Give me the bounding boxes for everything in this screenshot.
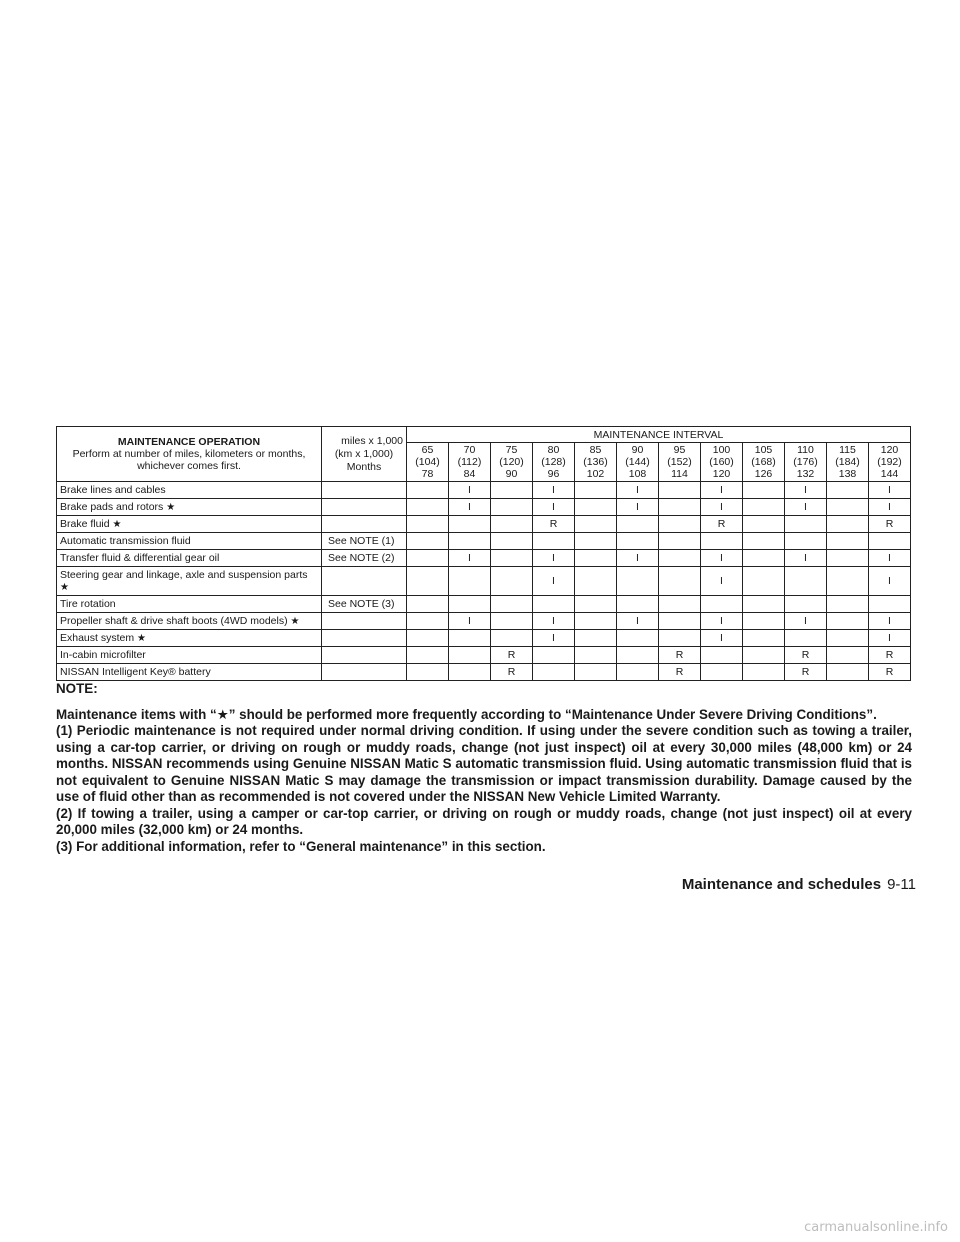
schedule-cell: R bbox=[659, 647, 701, 664]
schedule-cell bbox=[617, 647, 659, 664]
item-note bbox=[322, 613, 407, 630]
watermark: carmanualsonline.info bbox=[804, 1220, 948, 1235]
schedule-cell: I bbox=[701, 567, 743, 596]
table-row bbox=[57, 596, 911, 613]
interval-months: 78 bbox=[421, 468, 434, 480]
schedule-cell bbox=[827, 596, 869, 613]
item-note bbox=[322, 664, 407, 681]
schedule-cell: I bbox=[785, 550, 827, 567]
schedule-cell bbox=[407, 550, 449, 567]
schedule-cell bbox=[659, 567, 701, 596]
schedule-cell bbox=[407, 567, 449, 596]
schedule-cell bbox=[449, 647, 491, 664]
maintenance-item bbox=[57, 533, 322, 550]
schedule-cell bbox=[449, 516, 491, 533]
interval-11 bbox=[869, 443, 911, 482]
page-footer bbox=[682, 876, 916, 893]
schedule-cell: I bbox=[701, 482, 743, 499]
schedule-cell bbox=[743, 482, 785, 499]
schedule-cell bbox=[617, 664, 659, 681]
schedule-cell bbox=[575, 482, 617, 499]
star-icon: ★ bbox=[60, 581, 69, 593]
schedule-cell: R bbox=[491, 647, 533, 664]
schedule-cell bbox=[827, 647, 869, 664]
interval-months: 120 bbox=[712, 468, 731, 480]
unit-header bbox=[322, 427, 407, 482]
maintenance-item bbox=[57, 499, 322, 516]
schedule-cell bbox=[491, 516, 533, 533]
interval-km: (112) bbox=[457, 456, 482, 468]
schedule-cell bbox=[659, 550, 701, 567]
interval-months: 132 bbox=[796, 468, 815, 480]
schedule-cell bbox=[785, 516, 827, 533]
unit-months: Months bbox=[346, 460, 382, 473]
operation-title: MAINTENANCE OPERATION bbox=[117, 436, 261, 448]
schedule-cell bbox=[533, 533, 575, 550]
item-label: Exhaust system bbox=[60, 631, 135, 644]
schedule-cell: I bbox=[869, 499, 911, 516]
table-row bbox=[57, 630, 911, 647]
schedule-cell bbox=[701, 596, 743, 613]
schedule-cell bbox=[617, 630, 659, 647]
interval-miles: 90 bbox=[631, 444, 644, 456]
table-row bbox=[57, 550, 911, 567]
schedule-cell bbox=[617, 596, 659, 613]
schedule-cell bbox=[491, 482, 533, 499]
schedule-cell: I bbox=[869, 550, 911, 567]
table-row bbox=[57, 482, 911, 499]
interval-km: (160) bbox=[709, 456, 734, 468]
item-label: Brake pads and rotors bbox=[60, 500, 164, 513]
schedule-cell bbox=[743, 613, 785, 630]
item-note bbox=[322, 567, 407, 596]
schedule-cell bbox=[869, 533, 911, 550]
item-note: See NOTE (1) bbox=[322, 533, 407, 550]
schedule-cell: I bbox=[533, 567, 575, 596]
star-icon: ★ bbox=[290, 615, 300, 627]
note-3: (3) For additional information, refer to “General maintenance” in this section. bbox=[56, 838, 546, 854]
schedule-cell: I bbox=[449, 550, 491, 567]
interval-months: 138 bbox=[838, 468, 857, 480]
schedule-cell: I bbox=[701, 550, 743, 567]
item-note: See NOTE (3) bbox=[322, 596, 407, 613]
star-icon: ★ bbox=[166, 501, 176, 513]
interval-6 bbox=[659, 443, 701, 482]
schedule-cell bbox=[491, 499, 533, 516]
interval-months: 84 bbox=[463, 468, 476, 480]
schedule-cell bbox=[407, 647, 449, 664]
interval-miles: 120 bbox=[880, 444, 899, 456]
interval-km: (128) bbox=[541, 456, 566, 468]
item-note bbox=[322, 482, 407, 499]
schedule-cell bbox=[785, 630, 827, 647]
page-number: 9-11 bbox=[887, 876, 916, 893]
maintenance-item bbox=[57, 613, 322, 630]
schedule-cell bbox=[407, 664, 449, 681]
schedule-cell bbox=[491, 613, 533, 630]
maintenance-item bbox=[57, 516, 322, 533]
schedule-cell bbox=[743, 664, 785, 681]
schedule-cell: I bbox=[617, 482, 659, 499]
table-row bbox=[57, 499, 911, 516]
interval-months: 102 bbox=[586, 468, 605, 480]
interval-km: (176) bbox=[793, 456, 818, 468]
interval-0 bbox=[407, 443, 449, 482]
interval-miles: 110 bbox=[797, 444, 814, 456]
schedule-cell: I bbox=[449, 499, 491, 516]
schedule-cell bbox=[617, 516, 659, 533]
interval-months: 90 bbox=[505, 468, 518, 480]
schedule-cell: R bbox=[491, 664, 533, 681]
note-star: Maintenance items with “★” should be performed more frequently according to “Maintenance Under Severe Driving Conditions”. bbox=[56, 706, 877, 722]
item-label: Steering gear and linkage, axle and suspension parts bbox=[60, 568, 308, 581]
interval-miles: 70 bbox=[463, 444, 476, 456]
section-title: Maintenance and schedules bbox=[681, 876, 882, 893]
schedule-cell bbox=[659, 630, 701, 647]
interval-10 bbox=[827, 443, 869, 482]
interval-km: (120) bbox=[499, 456, 524, 468]
note-2: (2) If towing a trailer, using a camper or car-top carrier, or driving on rough or muddy roads, change (not just inspect) oil at every 20,000 miles (32,000 km) or 24 months. bbox=[56, 805, 912, 837]
schedule-cell: I bbox=[869, 567, 911, 596]
interval-km: (184) bbox=[835, 456, 860, 468]
schedule-cell bbox=[407, 596, 449, 613]
operation-subtitle: Perform at number of miles, kilometers or months, whichever comes first. bbox=[72, 448, 306, 472]
interval-km: (168) bbox=[751, 456, 776, 468]
schedule-cell: R bbox=[785, 664, 827, 681]
schedule-cell: I bbox=[533, 482, 575, 499]
schedule-cell bbox=[407, 613, 449, 630]
maintenance-item bbox=[57, 630, 322, 647]
schedule-cell bbox=[659, 596, 701, 613]
item-label: Tire rotation bbox=[60, 598, 116, 610]
schedule-cell bbox=[407, 533, 449, 550]
schedule-cell bbox=[407, 499, 449, 516]
schedule-cell bbox=[575, 567, 617, 596]
schedule-cell: R bbox=[785, 647, 827, 664]
schedule-cell bbox=[827, 482, 869, 499]
schedule-cell: I bbox=[533, 630, 575, 647]
interval-9 bbox=[785, 443, 827, 482]
schedule-cell: I bbox=[617, 613, 659, 630]
schedule-cell bbox=[785, 533, 827, 550]
schedule-cell: R bbox=[869, 647, 911, 664]
interval-miles: 100 bbox=[712, 444, 731, 456]
schedule-cell: I bbox=[533, 499, 575, 516]
schedule-cell: I bbox=[617, 499, 659, 516]
schedule-cell bbox=[659, 613, 701, 630]
schedule-cell: R bbox=[659, 664, 701, 681]
schedule-cell bbox=[491, 567, 533, 596]
schedule-cell: I bbox=[869, 482, 911, 499]
interval-8 bbox=[743, 443, 785, 482]
maintenance-item bbox=[57, 567, 322, 596]
table-row bbox=[57, 664, 911, 681]
item-label: NISSAN Intelligent Key® battery bbox=[60, 666, 211, 678]
schedule-cell bbox=[785, 596, 827, 613]
schedule-cell: I bbox=[869, 630, 911, 647]
schedule-cell bbox=[407, 630, 449, 647]
item-label: In-cabin microfilter bbox=[60, 649, 146, 661]
schedule-cell bbox=[743, 516, 785, 533]
schedule-cell bbox=[827, 533, 869, 550]
schedule-cell bbox=[701, 533, 743, 550]
item-note bbox=[322, 516, 407, 533]
schedule-cell: I bbox=[785, 613, 827, 630]
unit-km: (km x 1,000) bbox=[334, 447, 394, 460]
interval-miles: 65 bbox=[421, 444, 434, 456]
table-row bbox=[57, 567, 911, 596]
schedule-cell bbox=[827, 499, 869, 516]
schedule-cell bbox=[449, 630, 491, 647]
interval-7 bbox=[701, 443, 743, 482]
interval-months: 96 bbox=[547, 468, 560, 480]
schedule-cell bbox=[449, 533, 491, 550]
interval-header: MAINTENANCE INTERVAL bbox=[407, 427, 911, 443]
schedule-cell bbox=[533, 647, 575, 664]
schedule-cell bbox=[617, 533, 659, 550]
schedule-cell bbox=[659, 516, 701, 533]
item-note bbox=[322, 499, 407, 516]
schedule-cell bbox=[491, 533, 533, 550]
interval-3 bbox=[533, 443, 575, 482]
schedule-cell bbox=[491, 550, 533, 567]
interval-km: (192) bbox=[877, 456, 902, 468]
schedule-cell: R bbox=[869, 516, 911, 533]
item-note bbox=[322, 630, 407, 647]
maintenance-item bbox=[57, 482, 322, 499]
schedule-cell: I bbox=[617, 550, 659, 567]
interval-miles: 115 bbox=[839, 444, 856, 456]
schedule-cell bbox=[617, 567, 659, 596]
interval-months: 108 bbox=[628, 468, 647, 480]
schedule-cell bbox=[743, 647, 785, 664]
schedule-cell bbox=[575, 516, 617, 533]
maintenance-item bbox=[57, 664, 322, 681]
schedule-cell: I bbox=[449, 482, 491, 499]
schedule-cell bbox=[659, 533, 701, 550]
schedule-cell bbox=[575, 596, 617, 613]
maintenance-item bbox=[57, 596, 322, 613]
interval-months: 114 bbox=[671, 468, 688, 480]
schedule-cell bbox=[827, 613, 869, 630]
schedule-cell bbox=[575, 499, 617, 516]
schedule-cell bbox=[869, 596, 911, 613]
star-icon: ★ bbox=[112, 518, 122, 530]
schedule-cell: I bbox=[701, 630, 743, 647]
maintenance-schedule-table bbox=[56, 426, 911, 681]
schedule-cell bbox=[743, 596, 785, 613]
item-label: Transfer fluid & differential gear oil bbox=[60, 552, 220, 564]
schedule-cell bbox=[449, 596, 491, 613]
maintenance-item bbox=[57, 647, 322, 664]
schedule-cell: I bbox=[785, 499, 827, 516]
schedule-cell bbox=[743, 533, 785, 550]
schedule-cell bbox=[575, 533, 617, 550]
table-row bbox=[57, 533, 911, 550]
interval-months: 126 bbox=[754, 468, 773, 480]
schedule-cell bbox=[827, 550, 869, 567]
schedule-cell bbox=[575, 664, 617, 681]
interval-km: (144) bbox=[625, 456, 650, 468]
interval-4 bbox=[575, 443, 617, 482]
interval-2 bbox=[491, 443, 533, 482]
schedule-cell bbox=[575, 613, 617, 630]
interval-miles: 85 bbox=[589, 444, 602, 456]
schedule-cell bbox=[743, 550, 785, 567]
schedule-cell: R bbox=[533, 516, 575, 533]
schedule-cell: I bbox=[701, 613, 743, 630]
schedule-cell bbox=[449, 664, 491, 681]
schedule-cell bbox=[491, 630, 533, 647]
item-note: See NOTE (2) bbox=[322, 550, 407, 567]
schedule-cell: R bbox=[701, 516, 743, 533]
item-note bbox=[322, 647, 407, 664]
schedule-cell bbox=[449, 567, 491, 596]
schedule-cell bbox=[827, 567, 869, 596]
schedule-cell bbox=[785, 567, 827, 596]
item-label: Propeller shaft & drive shaft boots (4WD models) bbox=[60, 614, 288, 627]
table-row bbox=[57, 516, 911, 533]
schedule-cell bbox=[659, 482, 701, 499]
schedule-cell bbox=[407, 516, 449, 533]
item-label: Automatic transmission fluid bbox=[60, 535, 191, 547]
schedule-cell bbox=[701, 664, 743, 681]
schedule-cell bbox=[701, 647, 743, 664]
maintenance-rows bbox=[57, 482, 911, 681]
schedule-cell: I bbox=[449, 613, 491, 630]
maintenance-item bbox=[57, 550, 322, 567]
operation-header bbox=[57, 427, 322, 482]
schedule-cell bbox=[743, 630, 785, 647]
schedule-cell bbox=[575, 550, 617, 567]
schedule-cell: I bbox=[785, 482, 827, 499]
interval-miles: 80 bbox=[547, 444, 560, 456]
schedule-cell: I bbox=[533, 550, 575, 567]
schedule-cell bbox=[491, 596, 533, 613]
schedule-cell bbox=[827, 516, 869, 533]
schedule-cell bbox=[575, 630, 617, 647]
table-row bbox=[57, 647, 911, 664]
schedule-cell: I bbox=[701, 499, 743, 516]
note-1: (1) Periodic maintenance is not required under normal driving condition. If using under the severe condition such as towing a trailer, using a car-top carrier, or driving on rough or muddy roads, change (not just inspect) oil at every 30,000 miles (48,000 km) or 24 months. NISSAN recommends using Genuine NISSAN Matic S automatic transmission fluid. Using automatic transmission fluid that is not equivalent to Genuine NISSAN Matic S may damage the transmission or impact transmission durability. Damage caused by the use of fluid other than as recommended is not covered under the NISSAN New Vehicle Limited Warranty. bbox=[56, 723, 912, 804]
interval-1 bbox=[449, 443, 491, 482]
interval-km: (104) bbox=[415, 456, 440, 468]
schedule-cell: R bbox=[869, 664, 911, 681]
schedule-cell bbox=[575, 647, 617, 664]
notes-section bbox=[56, 681, 912, 855]
item-label: Brake fluid bbox=[60, 517, 110, 530]
star-icon: ★ bbox=[137, 632, 147, 644]
schedule-cell bbox=[533, 664, 575, 681]
unit-miles: miles x 1,000 bbox=[341, 434, 403, 447]
schedule-cell bbox=[659, 499, 701, 516]
interval-months: 144 bbox=[880, 468, 899, 480]
schedule-cell: I bbox=[533, 613, 575, 630]
item-label: Brake lines and cables bbox=[60, 484, 166, 496]
schedule-cell bbox=[827, 664, 869, 681]
schedule-cell bbox=[743, 499, 785, 516]
interval-km: (136) bbox=[583, 456, 608, 468]
interval-miles: 105 bbox=[754, 444, 773, 456]
schedule-cell bbox=[533, 596, 575, 613]
schedule-cell bbox=[743, 567, 785, 596]
interval-5 bbox=[617, 443, 659, 482]
schedule-cell bbox=[407, 482, 449, 499]
notes-title: NOTE: bbox=[56, 681, 98, 696]
interval-miles: 75 bbox=[505, 444, 518, 456]
interval-km: (152) bbox=[667, 456, 692, 468]
schedule-cell bbox=[827, 630, 869, 647]
table-row bbox=[57, 613, 911, 630]
interval-miles: 95 bbox=[673, 444, 686, 456]
schedule-cell: I bbox=[869, 613, 911, 630]
